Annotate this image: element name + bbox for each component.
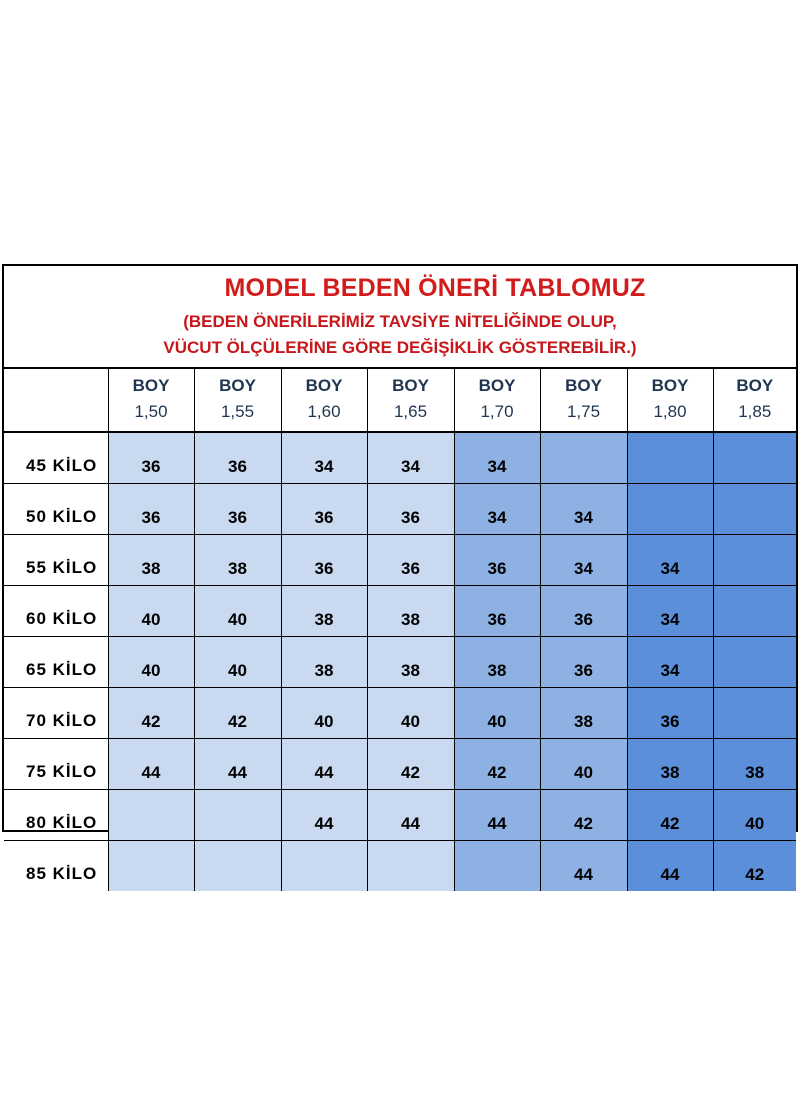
size-cell: 36	[194, 484, 281, 535]
size-cell: 36	[367, 535, 454, 586]
size-cell: 34	[281, 432, 367, 484]
size-cell: 44	[454, 790, 540, 841]
weight-label: 45 KİLO	[4, 432, 108, 484]
size-cell: 40	[281, 688, 367, 739]
size-cell: 42	[454, 739, 540, 790]
height-header-label: BOY	[392, 376, 429, 395]
size-cell	[713, 688, 796, 739]
size-cell: 34	[627, 586, 713, 637]
size-cell: 36	[367, 484, 454, 535]
size-table	[4, 367, 796, 891]
height-header-row	[4, 367, 796, 432]
size-cell: 42	[194, 688, 281, 739]
height-header-value: 1,80	[653, 402, 687, 421]
height-header-value: 1,60	[307, 402, 341, 421]
weight-label: 70 KİLO	[4, 688, 108, 739]
size-cell	[194, 790, 281, 841]
size-cell: 36	[627, 688, 713, 739]
size-cell: 42	[108, 688, 194, 739]
size-cell	[627, 432, 713, 484]
size-cell: 40	[194, 637, 281, 688]
size-cell: 38	[540, 688, 627, 739]
weight-row	[4, 535, 796, 586]
size-cell: 38	[281, 637, 367, 688]
size-cell: 38	[454, 637, 540, 688]
size-cell: 42	[540, 790, 627, 841]
corner-cell	[4, 367, 108, 432]
chart-title: MODEL BEDEN ÖNERİ TABLOMUZ	[224, 274, 646, 302]
weight-row	[4, 841, 796, 892]
height-header-cell	[627, 367, 713, 432]
size-cell: 40	[454, 688, 540, 739]
size-cell	[713, 484, 796, 535]
height-header-cell	[713, 367, 796, 432]
size-cell	[713, 432, 796, 484]
weight-row	[4, 739, 796, 790]
size-cell: 34	[454, 432, 540, 484]
size-cell: 44	[281, 790, 367, 841]
height-header-cell	[108, 367, 194, 432]
size-cell: 40	[713, 790, 796, 841]
size-cell: 40	[194, 586, 281, 637]
size-cell: 36	[108, 484, 194, 535]
size-cell: 34	[454, 484, 540, 535]
size-cell	[713, 586, 796, 637]
size-cell: 38	[367, 637, 454, 688]
size-cell: 42	[627, 790, 713, 841]
weight-label: 55 KİLO	[4, 535, 108, 586]
weight-label: 75 KİLO	[4, 739, 108, 790]
height-header-label: BOY	[651, 376, 689, 395]
size-cell: 36	[281, 535, 367, 586]
size-cell: 36	[454, 535, 540, 586]
chart-subtitle-line2: VÜCUT ÖLÇÜLERİNE GÖRE DEĞİŞİKLİK GÖSTEREBİLİR.)	[163, 338, 637, 357]
size-cell	[454, 841, 540, 892]
height-header-value: 1,55	[220, 402, 255, 421]
size-cell	[627, 484, 713, 535]
size-cell: 44	[367, 790, 454, 841]
size-cell: 34	[540, 484, 627, 535]
size-cell: 38	[108, 535, 194, 586]
size-cell: 34	[540, 535, 627, 586]
chart-header	[4, 266, 796, 369]
height-header-value: 1,50	[134, 402, 168, 421]
size-cell: 44	[627, 841, 713, 892]
size-cell: 44	[108, 739, 194, 790]
size-cell: 36	[540, 637, 627, 688]
size-cell	[713, 535, 796, 586]
size-cell: 38	[713, 739, 796, 790]
size-cell: 38	[194, 535, 281, 586]
size-cell: 36	[194, 432, 281, 484]
height-header-label: BOY	[132, 376, 170, 395]
size-cell	[194, 841, 281, 892]
size-cell	[367, 841, 454, 892]
weight-label: 85 KİLO	[4, 841, 108, 892]
size-cell: 36	[108, 432, 194, 484]
size-cell: 34	[627, 637, 713, 688]
size-cell: 38	[281, 586, 367, 637]
height-header-label: BOY	[478, 376, 516, 395]
height-header-label: BOY	[305, 376, 343, 395]
size-cell: 38	[367, 586, 454, 637]
size-cell: 40	[367, 688, 454, 739]
size-cell: 44	[540, 841, 627, 892]
size-cell: 44	[194, 739, 281, 790]
height-header-cell	[194, 367, 281, 432]
weight-row	[4, 484, 796, 535]
size-cell	[281, 841, 367, 892]
size-cell	[713, 637, 796, 688]
height-header-cell	[540, 367, 627, 432]
height-header-value: 1,75	[566, 402, 601, 421]
weight-label: 50 KİLO	[4, 484, 108, 535]
size-cell	[108, 841, 194, 892]
height-header-cell	[281, 367, 367, 432]
size-cell: 40	[108, 637, 194, 688]
weight-label: 80 KİLO	[4, 790, 108, 841]
chart-subtitle-line1: (BEDEN ÖNERİLERİMİZ TAVSİYE NİTELİĞİNDE OLUP,	[183, 312, 617, 331]
weight-row	[4, 432, 796, 484]
weight-label: 65 KİLO	[4, 637, 108, 688]
weight-row	[4, 790, 796, 841]
size-cell: 40	[108, 586, 194, 637]
size-cell	[108, 790, 194, 841]
size-cell: 44	[281, 739, 367, 790]
weight-label: 60 KİLO	[4, 586, 108, 637]
size-cell: 34	[627, 535, 713, 586]
height-header-label: BOY	[219, 376, 256, 395]
size-cell: 36	[281, 484, 367, 535]
height-header-value: 1,65	[393, 402, 428, 421]
height-header-label: BOY	[565, 376, 602, 395]
height-header-label: BOY	[736, 376, 774, 395]
height-header-value: 1,70	[480, 402, 514, 421]
size-cell: 34	[367, 432, 454, 484]
size-cell: 38	[627, 739, 713, 790]
size-cell: 42	[713, 841, 796, 892]
weight-row	[4, 688, 796, 739]
height-header-cell	[367, 367, 454, 432]
height-header-cell	[454, 367, 540, 432]
size-cell: 36	[540, 586, 627, 637]
size-cell: 42	[367, 739, 454, 790]
size-chart	[2, 264, 798, 884]
height-header-value: 1,85	[738, 402, 772, 421]
size-cell: 40	[540, 739, 627, 790]
weight-row	[4, 586, 796, 637]
size-cell	[540, 432, 627, 484]
size-cell: 36	[454, 586, 540, 637]
weight-row	[4, 637, 796, 688]
